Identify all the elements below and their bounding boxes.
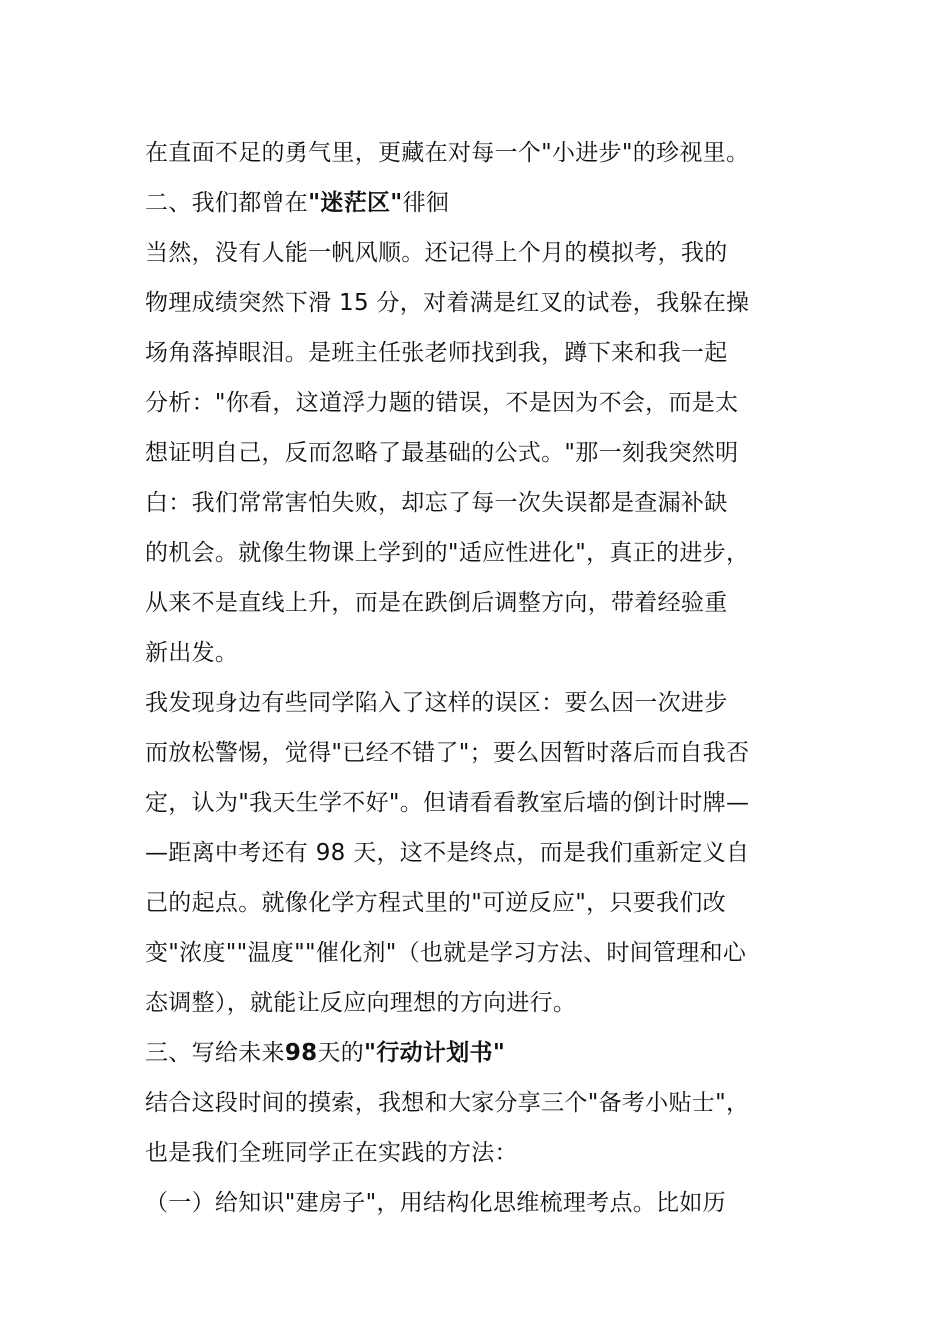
paragraph-line: 分析："你看，这道浮力题的错误，不是因为不会，而是太 (145, 390, 739, 416)
section-heading-2 (145, 178, 810, 228)
paragraph-line: 而放松警惕，觉得"已经不错了"；要么因暂时落后而自我否 (145, 740, 750, 766)
paragraph-line: 新出发。 (145, 640, 239, 666)
section-heading-3 (145, 1028, 810, 1078)
heading-number: 98 (284, 1040, 318, 1066)
paragraph-line: 白：我们常常害怕失败，却忘了每一次失误都是查漏补缺 (145, 490, 728, 516)
paragraph-line: 结合这段时间的摸索，我想和大家分享三个"备考小贴士"， (145, 1090, 750, 1116)
paragraph-line: 定，认为"我天生学不好"。但请看看教室后墙的倒计时牌— (145, 790, 750, 816)
heading-emphasis: "行动计划书" (364, 1040, 506, 1066)
paragraph-line: 己的起点。就像化学方程式里的"可逆反应"，只要我们改 (145, 890, 726, 916)
paragraph-line: —距离中考还有 98 天，这不是终点，而是我们重新定义自 (145, 840, 750, 866)
paragraph-line: 变"浓度""温度""催化剂"（也就是学习方法、时间管理和心 (145, 940, 747, 966)
paragraph-line: 从来不是直线上升，而是在跌倒后调整方向，带着经验重 (145, 590, 728, 616)
paragraph-line: 的机会。就像生物课上学到的"适应性进化"，真正的进步， (145, 540, 750, 566)
paragraph-line: 想证明自己，反而忽略了最基础的公式。"那一刻我突然明 (145, 440, 739, 466)
heading-emphasis: "迷茫区" (308, 190, 403, 216)
heading-text: 天的 (317, 1040, 365, 1066)
paragraph-line: 场角落掉眼泪。是班主任张老师找到我，蹲下来和我一起 (145, 340, 728, 366)
paragraph-line: （一）给知识"建房子"，用结构化思维梳理考点。比如历 (145, 1190, 726, 1216)
paragraph-line: 也是我们全班同学正在实践的方法： (145, 1140, 518, 1166)
paragraph-line: 在直面不足的勇气里，更藏在对每一个"小进步"的珍视里。 (145, 140, 750, 166)
heading-text: 二、我们都曾在 (145, 190, 309, 216)
paragraph-line: 当然，没有人能一帆风顺。还记得上个月的模拟考，我的 (145, 240, 728, 266)
heading-text: 三、写给未来 (145, 1040, 285, 1066)
document-page (145, 128, 810, 1228)
paragraph-line: 态调整），就能让反应向理想的方向进行。 (145, 990, 577, 1016)
paragraph-line: 物理成绩突然下滑 15 分，对着满是红叉的试卷，我躲在操 (145, 290, 750, 316)
heading-text: 徘徊 (402, 190, 450, 216)
paragraph-line: 我发现身边有些同学陷入了这样的误区：要么因一次进步 (145, 690, 728, 716)
